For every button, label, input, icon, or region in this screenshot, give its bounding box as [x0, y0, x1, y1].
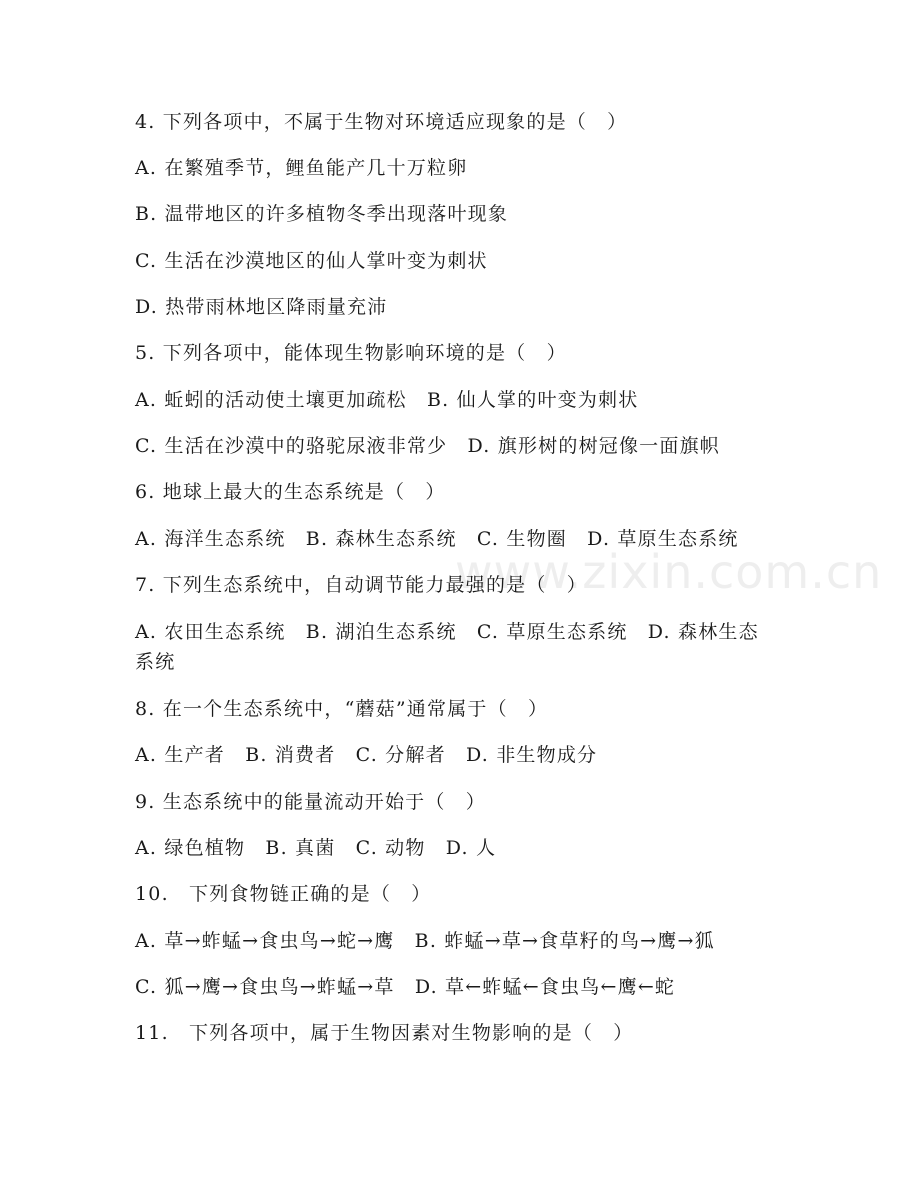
question-10-options-cd: C. 狐→鹰→食虫鸟→蚱蜢→草 D. 草←蚱蜢←食虫鸟←鹰←蛇	[135, 976, 676, 998]
watermark: www.zixin.com.cn	[455, 545, 883, 599]
question-5-stem: 5. 下列各项中，能体现生物影响环境的是（ ）	[135, 342, 567, 364]
question-6-stem: 6. 地球上最大的生态系统是（ ）	[135, 481, 446, 503]
question-9-options: A. 绿色植物 B. 真菌 C. 动物 D. 人	[135, 837, 497, 859]
question-5-options-ab: A. 蚯蚓的活动使土壤更加疏松 B. 仙人掌的叶变为刺状	[135, 389, 639, 411]
question-8-options: A. 生产者 B. 消费者 C. 分解者 D. 非生物成分	[135, 744, 598, 766]
question-6-options: A. 海洋生态系统 B. 森林生态系统 C. 生物圈 D. 草原生态系统	[135, 528, 739, 550]
question-11-stem: 11. 下列各项中，属于生物因素对生物影响的是（ ）	[135, 1022, 634, 1044]
question-4-option-c: C. 生活在沙漠地区的仙人掌叶变为刺状	[135, 250, 488, 272]
question-4-option-a: A. 在繁殖季节，鲤鱼能产几十万粒卵	[135, 157, 468, 179]
question-8-stem: 8. 在一个生态系统中，“蘑菇”通常属于（ ）	[135, 698, 549, 720]
question-4-stem: 4. 下列各项中，不属于生物对环境适应现象的是（ ）	[135, 111, 628, 133]
question-4-option-d: D. 热带雨林地区降雨量充沛	[135, 296, 388, 318]
question-10-stem: 10. 下列食物链正确的是（ ）	[135, 883, 432, 905]
question-7-options: A. 农田生态系统 B. 湖泊生态系统 C. 草原生态系统 D. 森林生态系统	[135, 621, 759, 673]
question-9-stem: 9. 生态系统中的能量流动开始于（ ）	[135, 791, 486, 813]
question-7-stem: 7. 下列生态系统中，自动调节能力最强的是（ ）	[135, 574, 587, 596]
question-10-options-ab: A. 草→蚱蜢→食虫鸟→蛇→鹰 B. 蚱蜢→草→食草籽的鸟→鹰→狐	[135, 930, 715, 952]
question-4-option-b: B. 温带地区的许多植物冬季出现落叶现象	[135, 203, 509, 225]
question-5-options-cd: C. 生活在沙漠中的骆驼尿液非常少 D. 旗形树的树冠像一面旗帜	[135, 435, 720, 457]
